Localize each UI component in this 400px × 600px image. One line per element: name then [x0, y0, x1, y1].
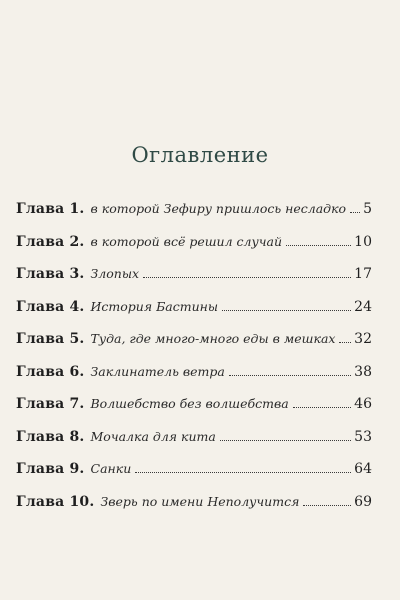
page-number: 69: [354, 493, 372, 510]
chapter-label: Глава 5.: [16, 331, 85, 347]
dot-leader: [286, 245, 351, 246]
chapter-label: Глава 6.: [16, 363, 85, 380]
dot-leader: [135, 472, 351, 473]
page-number: 46: [354, 396, 372, 412]
dot-leader: [222, 310, 351, 311]
chapter-title: в которой всё решил случай: [90, 233, 283, 249]
chapter-title: Волшебство без волшебства: [90, 396, 289, 411]
page-number: 17: [354, 266, 372, 282]
dot-leader: [350, 212, 360, 213]
dot-leader: [143, 277, 351, 278]
toc-entry-6: [16, 364, 372, 397]
toc-entry-7: [16, 396, 372, 429]
chapter-title: в которой Зефиру пришлось несладко: [90, 201, 347, 216]
page-number: 38: [354, 363, 372, 380]
chapter-label: Глава 2.: [16, 233, 85, 250]
chapter-title: Злопых: [90, 266, 140, 281]
chapter-title: Зверь по имени Неполучится: [100, 493, 300, 509]
chapter-title: Заклинатель ветра: [90, 363, 225, 379]
toc-entry-10: [16, 494, 372, 527]
chapter-title: История Бастины: [90, 298, 219, 314]
toc-entry-2: [16, 234, 372, 267]
toc-entry-1: [16, 201, 372, 234]
page-number: 5: [363, 201, 373, 217]
dot-leader: [293, 407, 351, 408]
chapter-label: Глава 9.: [16, 461, 85, 477]
chapter-title: Санки: [90, 461, 132, 476]
chapter-label: Глава 4.: [16, 298, 85, 315]
dot-leader: [339, 342, 351, 343]
chapter-title: Туда, где много-много еды в мешках: [90, 331, 336, 346]
dot-leader: [229, 375, 351, 376]
dot-leader: [303, 505, 351, 506]
dot-leader: [220, 440, 351, 441]
toc-entry-3: [16, 266, 372, 299]
toc-entry-9: [16, 461, 372, 494]
chapter-label: Глава 7.: [16, 396, 85, 412]
page-number: 53: [354, 428, 372, 445]
table-of-contents: [16, 201, 372, 526]
page-number: 24: [354, 298, 372, 315]
chapter-label: Глава 8.: [16, 428, 85, 445]
chapter-label: Глава 10.: [16, 493, 95, 510]
page-number: 64: [354, 461, 372, 477]
page-title: Оглавление: [131, 143, 269, 167]
toc-entry-4: [16, 299, 372, 332]
toc-entry-8: [16, 429, 372, 462]
toc-entry-5: [16, 331, 372, 364]
chapter-title: Мочалка для кита: [90, 428, 216, 444]
chapter-label: Глава 1.: [16, 201, 85, 217]
page-number: 32: [354, 331, 372, 347]
chapter-label: Глава 3.: [16, 266, 85, 282]
page-number: 10: [354, 233, 372, 250]
